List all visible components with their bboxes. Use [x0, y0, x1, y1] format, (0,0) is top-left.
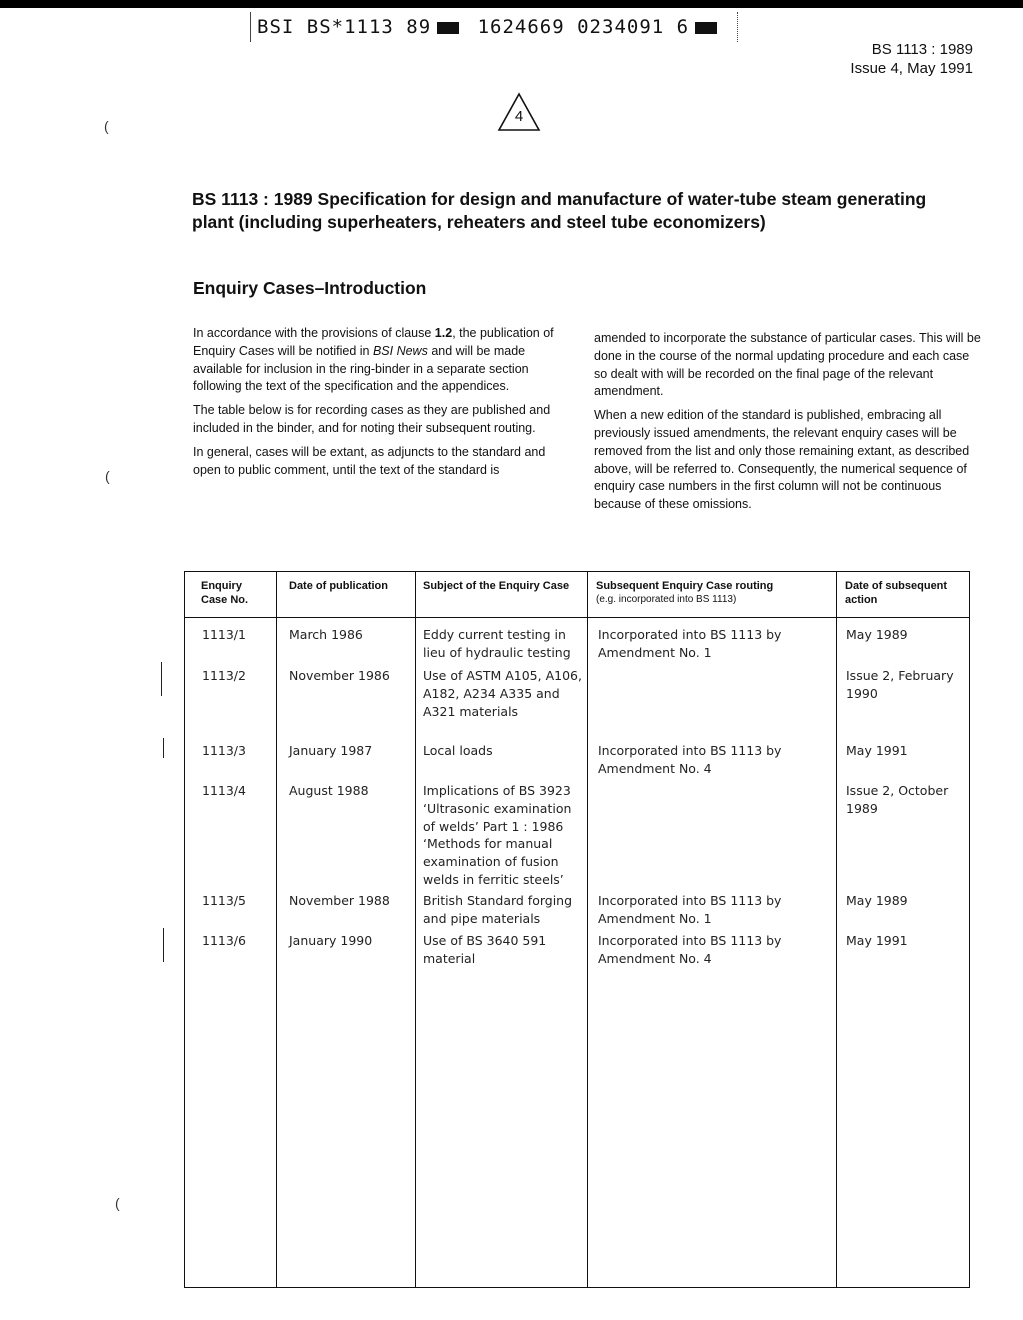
issue-date: Issue 4, May 1991	[850, 60, 973, 77]
column-divider	[276, 572, 277, 1287]
header-action: Date of subsequent action	[845, 580, 948, 606]
column-divider	[415, 572, 416, 1287]
margin-mark: (	[105, 468, 110, 484]
page-title: BS 1113 : 1989 Specification for design and manufacture of water-tube steam generating plant (including superheaters, reheaters and steel tube economizers)	[192, 189, 927, 232]
intro-paragraph-4: amended to incorporate the substance of particular cases. This will be done in the course of the normal updating procedure and each case so dealt with will be recorded on the final page of the relevant amendment.	[594, 331, 981, 399]
intro-paragraph-2: The table below is for recording cases as they are published and included in the binder, and for noting their subsequent routing.	[193, 403, 551, 435]
cell-subject: Use of ASTM A105, A106, A182, A234 A335 and A321 materials	[423, 668, 582, 719]
scan-code-block	[437, 22, 459, 34]
cell-subject: Eddy current testing in lieu of hydraulic testing	[423, 627, 571, 660]
scan-code-middle: 1624669 0234091 6	[477, 16, 690, 38]
enquiry-cases-table	[184, 571, 970, 1288]
intro-paragraph-1: In accordance with the provisions of clause 1.2, the publication of Enquiry Cases will be notified in BSI News and will be made available for inclusion in the ring-binder in a separate section following the text of the specification and the appendices.	[193, 326, 554, 394]
header-subject: Subject of the Enquiry Case	[423, 580, 570, 592]
scan-code-block	[695, 22, 717, 34]
scan-code-strip	[250, 12, 738, 42]
cell-action: Issue 2, October 1989	[846, 783, 949, 816]
cell-action: Issue 2, February 1990	[846, 668, 954, 701]
intro-column-right	[594, 330, 984, 520]
cell-routing: Incorporated into BS 1113 by Amendment No. 4	[598, 743, 782, 776]
column-divider	[836, 572, 837, 1287]
change-bar	[163, 928, 164, 962]
cell-routing: Incorporated into BS 1113 by Amendment No. 4	[598, 933, 782, 966]
margin-mark: (	[104, 118, 109, 134]
cell-date: January 1987	[289, 743, 373, 758]
change-bar	[163, 738, 164, 758]
change-bar	[161, 662, 162, 696]
standard-number: BS 1113 : 1989	[871, 41, 973, 58]
header-date: Date of publication	[289, 580, 388, 592]
intro-paragraph-5: When a new edition of the standard is published, embracing all previously issued amendments, the relevant enquiry cases will be removed from the list and only those remaining extant, as described above, will be referred to. Consequently, the numerical sequence of enquiry case numbers in the first column will not be continuous because of these omissions.	[594, 408, 970, 512]
cell-action: May 1989	[846, 893, 908, 908]
cell-case-no: 1113/2	[202, 668, 246, 683]
cell-case-no: 1113/5	[202, 893, 246, 908]
cell-subject: Local loads	[423, 743, 493, 758]
cell-case-no: 1113/4	[202, 783, 246, 798]
section-heading: Enquiry Cases–Introduction	[193, 278, 427, 298]
column-divider	[587, 572, 588, 1287]
cell-date: August 1988	[289, 783, 369, 798]
cell-date: January 1990	[289, 933, 373, 948]
margin-mark: (	[115, 1195, 120, 1211]
cell-action: May 1989	[846, 627, 908, 642]
issue-triangle	[497, 92, 541, 132]
cell-routing: Incorporated into BS 1113 by Amendment No. 1	[598, 893, 782, 926]
document-reference	[850, 40, 973, 78]
cell-subject: British Standard forging and pipe materials	[423, 893, 573, 926]
intro-column-left	[193, 325, 571, 485]
cell-date: November 1988	[289, 893, 390, 908]
header-case-no: Enquiry Case No.	[201, 580, 249, 606]
cell-case-no: 1113/6	[202, 933, 246, 948]
issue-number: 4	[514, 108, 524, 125]
cell-subject: Use of BS 3640 591 material	[423, 933, 547, 966]
cell-action: May 1991	[846, 743, 908, 758]
cell-action: May 1991	[846, 933, 908, 948]
cell-case-no: 1113/3	[202, 743, 246, 758]
header-divider	[185, 617, 969, 618]
cell-routing: Incorporated into BS 1113 by Amendment No. 1	[598, 627, 782, 660]
cell-subject: Implications of BS 3923 ‘Ultrasonic examination of welds’ Part 1 : 1986 ‘Methods for manual examination of fusion welds in ferritic steels’	[423, 783, 572, 887]
intro-paragraph-3: In general, cases will be extant, as adjuncts to the standard and open to public comment, until the text of the standard is	[193, 444, 546, 477]
header-routing: Subsequent Enquiry Case routing (e.g. incorporated into BS 1113)	[596, 580, 774, 605]
cell-case-no: 1113/1	[202, 627, 246, 642]
cell-date: November 1986	[289, 668, 390, 683]
scan-code-left: BSI BS*1113 89	[257, 16, 432, 38]
cell-date: March 1986	[289, 627, 363, 642]
scan-top-edge	[0, 0, 1023, 8]
